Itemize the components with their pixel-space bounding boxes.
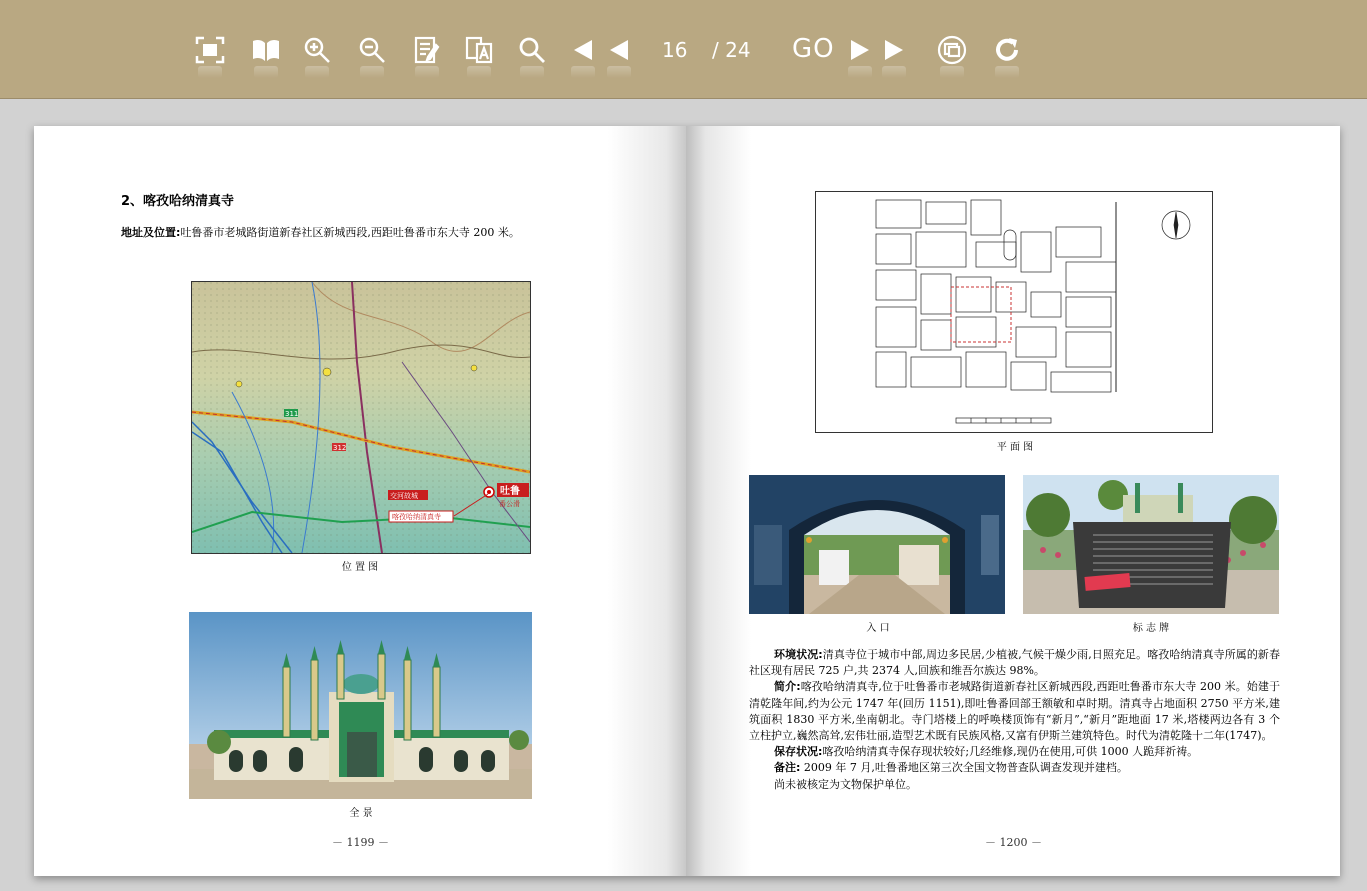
- fullscreen-button[interactable]: [190, 30, 230, 70]
- document-pen-icon: [412, 35, 442, 65]
- right-page: [686, 126, 1340, 876]
- translate-icon: [464, 35, 494, 65]
- address-line: [121, 224, 520, 240]
- zoom-in-icon: [302, 35, 332, 65]
- triangle-right-icon: [845, 35, 875, 65]
- map-label-mosque: 喀孜哈纳清真寺: [392, 513, 441, 521]
- address-label: 地址及位置:: [121, 226, 181, 239]
- remarks-text: 2009 年 7 月,吐鲁番地区第三次全国文物普查队调查发现并建档。: [800, 761, 1128, 775]
- window-icon: [937, 35, 967, 65]
- preservation-paragraph: [749, 744, 1280, 760]
- text-view-button[interactable]: [407, 30, 447, 70]
- sign-photo: [1023, 475, 1279, 614]
- previous-page-button[interactable]: [599, 30, 639, 70]
- intro-label: 简介:: [774, 680, 801, 694]
- location-map: [191, 281, 531, 554]
- mosque-panorama-photo: [189, 612, 532, 799]
- reader-toolbar: [0, 0, 1367, 99]
- current-page-input[interactable]: 16: [662, 38, 688, 62]
- section-heading: 2、喀孜哈纳清真寺: [121, 194, 235, 209]
- last-page-button[interactable]: [874, 30, 914, 70]
- intro-paragraph: [749, 679, 1280, 744]
- thumbnails-button[interactable]: [932, 30, 972, 70]
- location-map-graphic: [192, 282, 530, 553]
- environment-label: 环境状况:: [774, 648, 823, 661]
- protection-status-paragraph: [749, 777, 1280, 793]
- sign-caption: 标 志 牌: [1132, 623, 1170, 634]
- address-text: 吐鲁番市老城路街道新春社区新城西段,西距吐鲁番市东大寺 200 米。: [180, 226, 520, 239]
- triangle-left-icon: [604, 35, 634, 65]
- floor-plan-drawing: [815, 191, 1213, 433]
- translate-button[interactable]: [459, 30, 499, 70]
- search-button[interactable]: [512, 30, 552, 70]
- book-view-button[interactable]: [246, 30, 286, 70]
- preservation-label: 保存状况:: [774, 745, 823, 759]
- preservation-text: 喀孜哈纳清真寺保存现状较好;几经维修,现仍在使用,可供 1000 人跪拜祈祷。: [822, 745, 1199, 759]
- map-label-ancient-city: 交河故城: [390, 492, 418, 500]
- triangle-right-icon: [879, 35, 909, 65]
- map-road-312: 312: [333, 444, 347, 452]
- search-icon: [517, 35, 547, 65]
- description-text: [749, 647, 1280, 793]
- go-button[interactable]: GO: [792, 34, 835, 64]
- refresh-button[interactable]: [987, 30, 1027, 70]
- plan-caption: 平 面 图: [996, 442, 1034, 453]
- environment-text: 清真寺位于城市中部,周边多民居,少植被,气候干燥少雨,日照充足。喀孜哈纳清真寺所属的新春社区现有居民 725 户,共 2374 人,回族和维吾尔族达 98%。: [749, 648, 1280, 678]
- zoom-out-icon: [357, 35, 387, 65]
- map-label-turpan-sub: 番公滑: [499, 500, 520, 508]
- open-book-icon: [251, 35, 281, 65]
- map-caption: 位 置 图: [341, 562, 379, 573]
- right-page-number: － 1200 －: [985, 836, 1042, 849]
- intro-text: 喀孜哈纳清真寺,位于吐鲁番市老城路街道新春社区新城西段,西距吐鲁番市东大寺 200 米。始建于清乾隆年间,约为公元 1747 年(回历 1151),即吐鲁番回部王额敏和卓时期。清真寺占地面积 2750 平方米,建筑面积 1830 平方米,坐南朝北。寺门塔楼上的呼唤楼顶饰有“新月”,“新月”距地面 17 米,塔楼两边各有 3 个立柱护立,巍然高耸,宏伟壮丽,造型艺术既有民族风格,又富有伊斯兰建筑特色。时代为清乾隆十二年(1747)。: [749, 680, 1280, 743]
- refresh-icon: [992, 35, 1022, 65]
- left-page-number: － 1199 －: [332, 836, 389, 849]
- map-label-turpan: 吐鲁: [500, 486, 520, 497]
- zoom-out-button[interactable]: [352, 30, 392, 70]
- fullscreen-icon: [195, 35, 225, 65]
- entrance-caption: 入 口: [866, 623, 890, 634]
- total-pages-label: / 24: [712, 38, 751, 62]
- first-page-button[interactable]: [563, 30, 603, 70]
- panorama-caption: 全 景: [349, 808, 373, 819]
- remarks-paragraph: [749, 760, 1280, 776]
- map-road-311: 311: [285, 410, 299, 418]
- environment-paragraph: [749, 647, 1280, 679]
- protection-status-text: 尚未被核定为文物保护单位。: [774, 777, 917, 791]
- book-spread: [34, 126, 1340, 876]
- triangle-left-icon: [568, 35, 598, 65]
- left-page: [34, 126, 686, 876]
- remarks-label: 备注:: [774, 761, 801, 775]
- zoom-in-button[interactable]: [297, 30, 337, 70]
- entrance-photo: [749, 475, 1005, 614]
